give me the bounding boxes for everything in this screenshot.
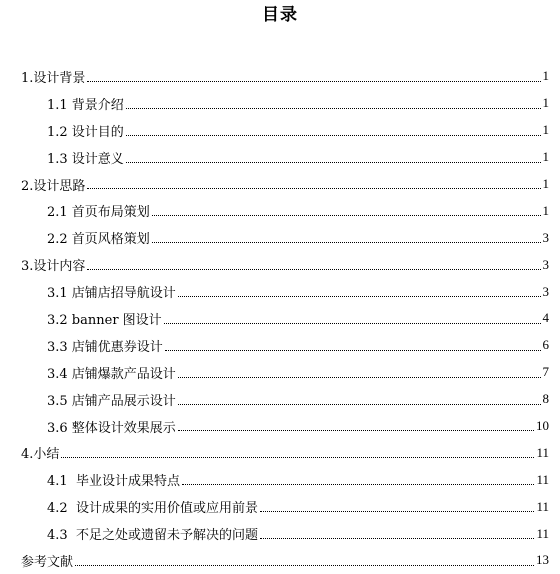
dot-leader	[178, 296, 541, 297]
dot-leader	[178, 404, 541, 405]
toc-page-number: 3	[542, 283, 549, 299]
toc-entry-label: 2.2 首页风格策划	[47, 232, 150, 248]
toc-page-number: 1	[542, 202, 549, 218]
table-of-contents	[0, 63, 560, 574]
dot-leader	[87, 188, 540, 189]
dot-leader	[164, 323, 541, 324]
toc-entry-label: 4.3 不足之处或遗留未予解决的问题	[47, 528, 258, 544]
toc-entry[interactable]	[0, 493, 560, 520]
toc-page-number: 11	[536, 471, 549, 487]
toc-entry-label: 1.1 背景介绍	[47, 97, 124, 113]
toc-entry-label: 4.2 设计成果的实用价值或应用前景	[47, 501, 258, 517]
toc-entry-label: 2.1 首页布局策划	[47, 205, 150, 221]
toc-page-number: 3	[542, 256, 549, 272]
toc-entry-label: 2.设计思路	[21, 178, 86, 194]
toc-entry[interactable]	[0, 413, 560, 440]
toc-entry[interactable]	[0, 332, 560, 359]
dot-leader	[178, 377, 541, 378]
toc-entry[interactable]	[0, 144, 560, 171]
dot-leader	[182, 484, 535, 485]
toc-entry-label: 3.2 banner 图设计	[47, 312, 162, 328]
toc-page-number: 7	[542, 364, 549, 380]
toc-page-number: 6	[542, 337, 549, 353]
toc-page-number: 10	[536, 418, 549, 434]
toc-entry-label: 3.6 整体设计效果展示	[47, 420, 176, 436]
dot-leader	[178, 430, 534, 431]
toc-page-number: 1	[542, 68, 549, 84]
toc-entry[interactable]	[0, 305, 560, 332]
dot-leader	[152, 215, 541, 216]
toc-page-number: 1	[542, 95, 549, 111]
toc-entry-label: 3.4 店铺爆款产品设计	[47, 366, 176, 382]
dot-leader	[75, 565, 534, 566]
toc-entry[interactable]	[0, 171, 560, 198]
dot-leader	[126, 108, 541, 109]
toc-entry-label: 3.1 店铺店招导航设计	[47, 286, 176, 302]
toc-page-number: 3	[542, 229, 549, 245]
toc-page-number: 11	[536, 498, 549, 514]
page-title: 目录	[262, 5, 298, 25]
toc-entry[interactable]	[0, 251, 560, 278]
toc-page-number: 1	[542, 122, 549, 138]
toc-entry-label: 1.设计背景	[21, 70, 86, 86]
toc-page-number: 13	[536, 552, 549, 568]
toc-entry-label: 4.小结	[21, 447, 60, 463]
toc-entry-label: 3.5 店铺产品展示设计	[47, 393, 176, 409]
toc-entry[interactable]	[0, 547, 560, 574]
toc-entry[interactable]	[0, 386, 560, 413]
toc-entry-label: 1.3 设计意义	[47, 151, 124, 167]
toc-entry[interactable]	[0, 197, 560, 224]
toc-entry-label: 3.设计内容	[21, 259, 86, 275]
toc-entry[interactable]	[0, 439, 560, 466]
toc-entry[interactable]	[0, 278, 560, 305]
toc-entry-label: 1.2 设计目的	[47, 124, 124, 140]
toc-entry-label: 参考文献	[21, 554, 74, 570]
dot-leader	[61, 457, 534, 458]
dot-leader	[126, 135, 541, 136]
toc-page-number: 1	[542, 149, 549, 165]
dot-leader	[260, 538, 535, 539]
toc-entry-label: 4.1 毕业设计成果特点	[47, 474, 180, 490]
dot-leader	[152, 242, 541, 243]
toc-entry[interactable]	[0, 90, 560, 117]
dot-leader	[126, 162, 541, 163]
toc-entry[interactable]	[0, 466, 560, 493]
toc-entry[interactable]	[0, 117, 560, 144]
toc-page-number: 1	[542, 176, 549, 191]
dot-leader	[87, 81, 540, 82]
dot-leader	[87, 269, 540, 270]
toc-page-number: 8	[542, 391, 549, 407]
toc-entry[interactable]	[0, 520, 560, 547]
toc-page-number: 11	[536, 444, 549, 460]
dot-leader	[165, 350, 541, 351]
toc-page-number: 11	[536, 525, 549, 541]
toc-entry[interactable]	[0, 63, 560, 90]
toc-entry[interactable]	[0, 224, 560, 251]
toc-entry-label: 3.3 店铺优惠券设计	[47, 339, 163, 355]
dot-leader	[260, 511, 535, 512]
toc-page-number: 4	[542, 310, 549, 326]
toc-entry[interactable]	[0, 359, 560, 386]
